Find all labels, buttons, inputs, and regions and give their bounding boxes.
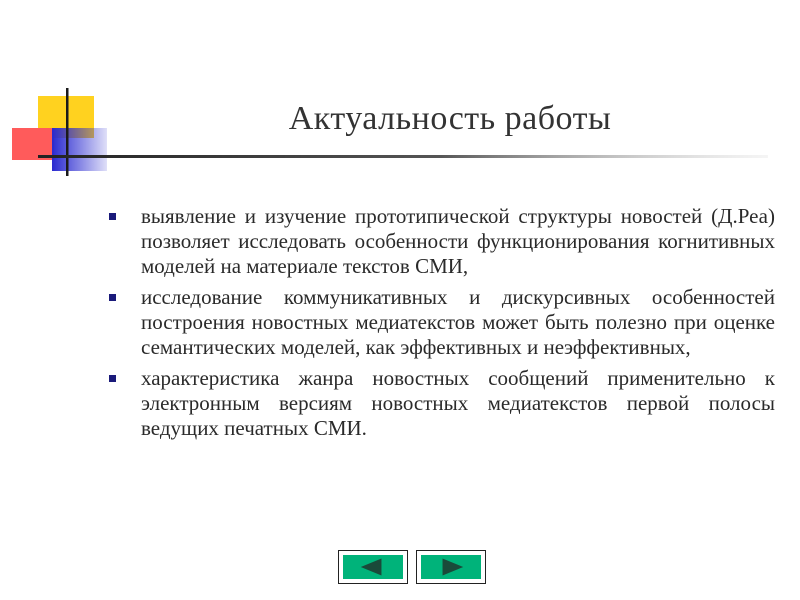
slide-title: Актуальность работы: [288, 100, 612, 137]
vertical-line: [66, 88, 69, 176]
horizontal-rule: [38, 155, 768, 158]
bullet-square-icon: [109, 213, 116, 220]
bullet-text: характеристика жанра новостных сообщений применительно к электронным версиям новостных медиатекстов первой полосы ведущих печатных СМИ.: [141, 366, 775, 440]
arrow-right-icon: [417, 551, 485, 583]
list-item: [108, 204, 775, 279]
bullet-text: исследование коммуникативных и дискурсивных особенностей построения новостных медиатекстов может быть полезно при оценке семантических моделей, как эффективных и неэффективных,: [141, 285, 775, 359]
previous-slide-button[interactable]: [338, 550, 408, 584]
bullet-list: [108, 204, 775, 447]
blue-square: [52, 128, 107, 171]
bullet-text: выявление и изучение прототипической структуры новостей (Д.Реа) позволяет исследовать особенности функционирования когнитивных моделей на материале текстов СМИ,: [141, 204, 775, 278]
bullet-square-icon: [109, 294, 116, 301]
list-item: [108, 366, 775, 441]
list-item: [108, 285, 775, 360]
bullet-square-icon: [109, 375, 116, 382]
arrow-left-icon: [339, 551, 407, 583]
next-slide-button[interactable]: [416, 550, 486, 584]
